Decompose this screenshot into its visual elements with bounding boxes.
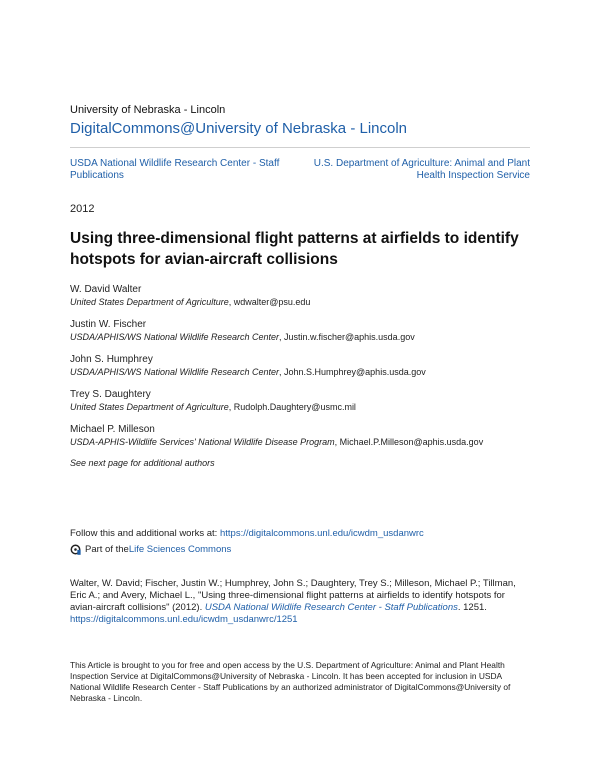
- author-name: Michael P. Milleson: [70, 424, 155, 435]
- repository-link[interactable]: DigitalCommons@University of Nebraska - Lincoln: [70, 120, 408, 137]
- author-email: , Justin.w.fischer@aphis.usda.gov: [279, 332, 415, 342]
- recommended-citation: [70, 578, 530, 626]
- author-entry: [70, 283, 530, 308]
- author-affiliation: USDA/APHIS/WS National Wildlife Research Center: [70, 367, 279, 377]
- author-entry: [70, 318, 530, 343]
- author-name: W. David Walter: [70, 284, 142, 295]
- part-of-line: [70, 544, 231, 555]
- citation-text: Walter, W. David; Fischer, Justin W.; Humphrey, John S.; Daughtery, Trey S.; Milleson, Michael P.; Tillman, Eric A.; and Avery, Michael L., "Using three-dimensional flight patterns at airfields to identify hotspots for avian-aircraft collisions" (2012).: [70, 578, 516, 613]
- author-name: Trey S. Daughtery: [70, 389, 151, 400]
- author-entry: [70, 353, 530, 378]
- see-next-page-note: See next page for additional authors: [70, 458, 215, 468]
- author-email: , wdwalter@psu.edu: [228, 297, 311, 307]
- author-email: , John.S.Humphrey@aphis.usda.gov: [279, 367, 426, 377]
- author-email: , Michael.P.Milleson@aphis.usda.gov: [334, 437, 484, 447]
- citation-url-link[interactable]: https://digitalcommons.unl.edu/icwdm_usdanwrc/1251: [70, 614, 298, 625]
- part-of-text: Part of the: [85, 544, 129, 555]
- open-access-statement: This Article is brought to you for free and open access by the U.S. Department of Agriculture: Animal and Plant Health Inspection Service at DigitalCommons@University of Nebraska - Lincoln. It has been accepted for inclusion in USDA National Wildlife Research Center - Staff Publications by an authorized administrator of DigitalCommons@University of Nebraska - Lincoln.: [70, 660, 511, 703]
- author-affiliation: United States Department of Agriculture: [70, 297, 229, 307]
- author-affiliation: USDA-APHIS-Wildlife Services' National Wildlife Disease Program: [70, 437, 335, 447]
- collection-url-link[interactable]: https://digitalcommons.unl.edu/icwdm_usdanwrc: [219, 528, 424, 539]
- open-access-icon: [70, 544, 81, 555]
- commons-link[interactable]: Life Sciences Commons: [128, 544, 232, 555]
- citation-series-link[interactable]: USDA National Wildlife Research Center - Staff Publications: [204, 602, 458, 613]
- author-email: , Rudolph.Daughtery@usmc.mil: [228, 402, 356, 412]
- author-list: [70, 283, 530, 468]
- header-divider: [70, 147, 530, 148]
- follow-text: Follow this and additional works at:: [70, 528, 220, 539]
- author-entry: [70, 388, 530, 413]
- author-entry: [70, 423, 530, 448]
- author-affiliation: USDA/APHIS/WS National Wildlife Research Center: [70, 332, 279, 342]
- article-title: Using three-dimensional flight patterns at airfields to identify hotspots for avian-aircraft collisions: [70, 230, 519, 268]
- author-name: John S. Humphrey: [70, 354, 153, 365]
- department-link[interactable]: U.S. Department of Agriculture: Animal and Plant Health Inspection Service: [313, 158, 530, 181]
- institution-name: University of Nebraska - Lincoln: [70, 104, 226, 116]
- author-name: Justin W. Fischer: [70, 319, 147, 330]
- publication-year: 2012: [70, 203, 95, 215]
- collection-link[interactable]: USDA National Wildlife Research Center - Staff Publications: [70, 158, 280, 181]
- citation-number: . 1251.: [457, 602, 487, 613]
- follow-line: [70, 528, 424, 539]
- author-affiliation: United States Department of Agriculture: [70, 402, 229, 412]
